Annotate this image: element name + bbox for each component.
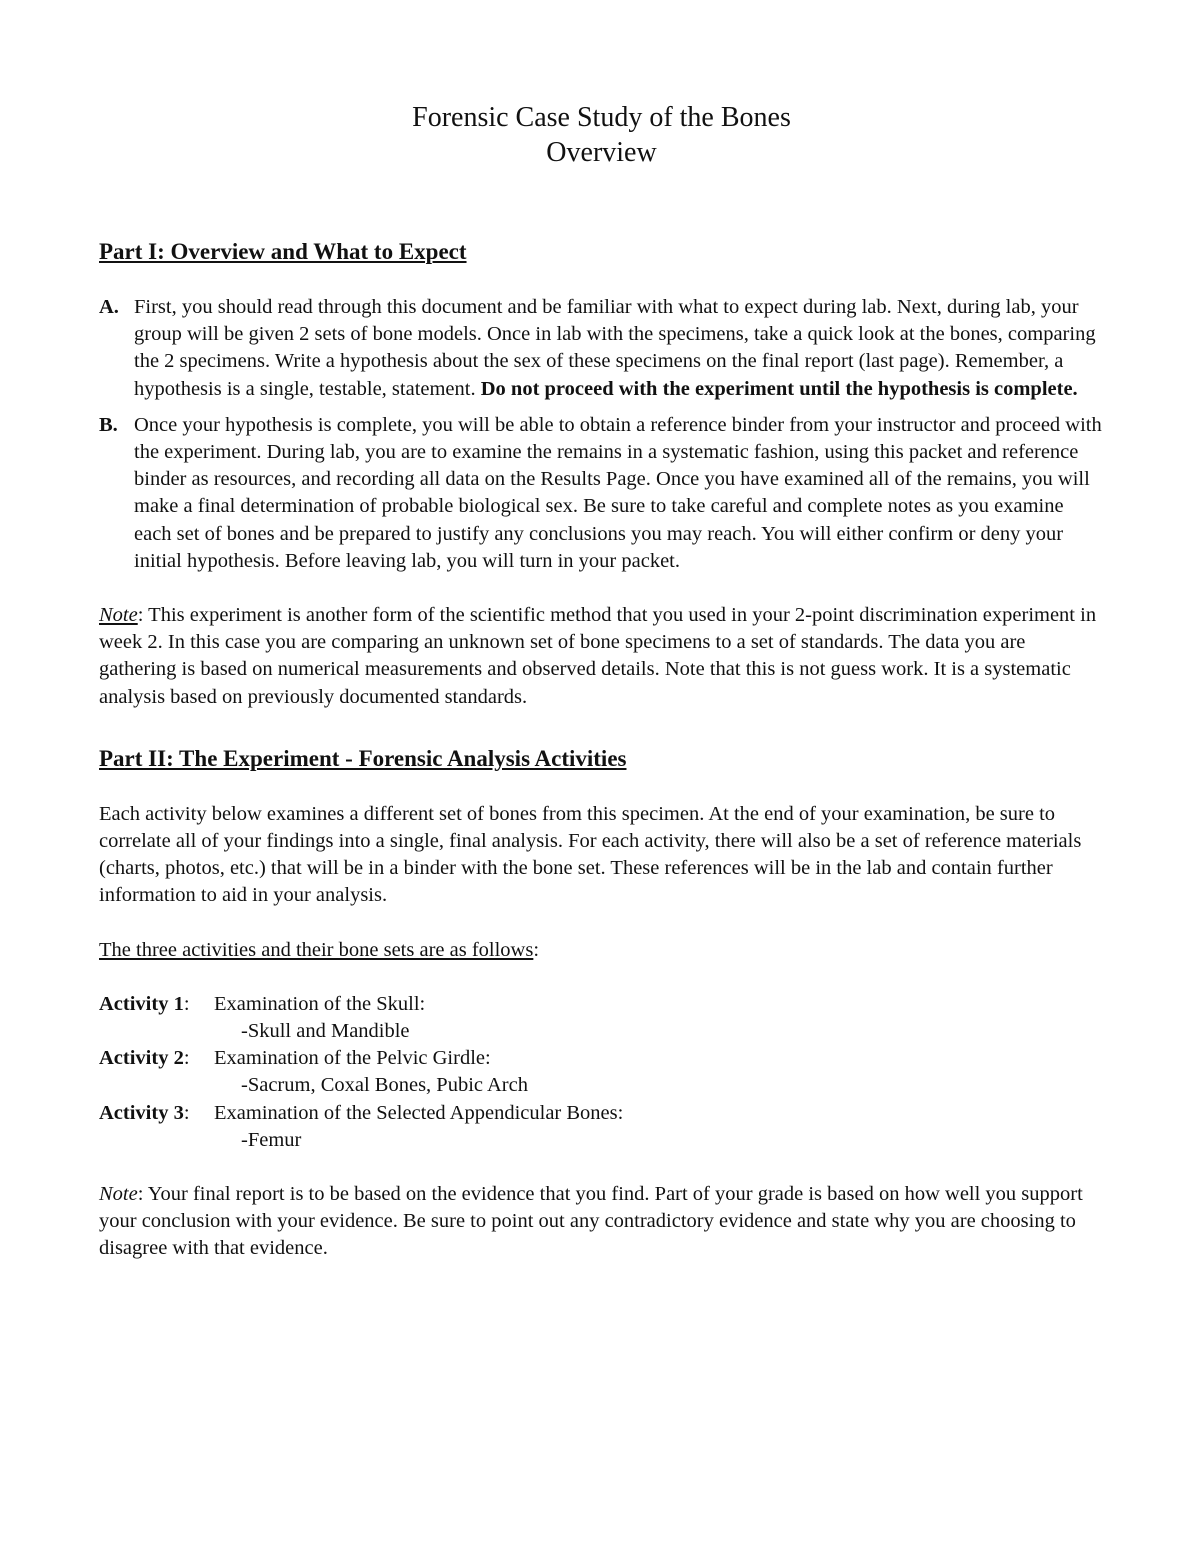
- part1-item-a: [99, 294, 1104, 403]
- activity-2: [99, 1045, 1104, 1072]
- item-letter-b: B.: [99, 413, 118, 436]
- activity-3-bones: -Femur: [241, 1128, 302, 1151]
- document-subtitle: Overview: [546, 137, 657, 168]
- part2-note: [99, 1181, 1104, 1263]
- activity-1-label: Activity 1:: [99, 992, 190, 1015]
- item-a-text: First, you should read through this document and be familiar with what to expect during lab. Next, during lab, your group will be given 2 sets of bone models. Once in lab with the specimens, take a quick look at the bones, comparing the 2 specimens. Write a hypothesis about the sex of these specimens on the final report (last page). Remember, a hypothesis is a single, testable, statement.: [134, 296, 1096, 400]
- activity-1-title: Examination of the Skull:: [214, 992, 426, 1015]
- note-text: : This experiment is another form of the scientific method that you used in your 2-point discrimination experiment in week 2. In this case you are comparing an unknown set of bone specimens to a set of standards. The data you are gathering is based on numerical measurements and observed details. Note that this is not guess work. It is a systematic analysis based on previously documented standards.: [99, 604, 1097, 708]
- activity-3-title: Examination of the Selected Appendicular Bones:: [214, 1101, 624, 1124]
- document-page: [99, 100, 1104, 1263]
- activity-1-label-text: Activity 1: [99, 992, 184, 1015]
- item-b-text: Once your hypothesis is complete, you will be able to obtain a reference binder from your instructor and proceed with the experiment. During lab, you are to examine the remains in a systematic fashion, using this packet and reference binder as resources, and recording all data on the Results Page. Once you have examined all of the remains, you will make a final determination of probable biological sex. Be sure to take careful and complete notes as you examine each set of bones and be prepared to justify any conclusions you may reach. You will either confirm or deny your initial hypothesis. Before leaving lab, you will turn in your packet.: [134, 413, 1102, 572]
- part1-heading: Part I: Overview and What to Expect: [99, 239, 467, 264]
- activity-1: [99, 991, 1104, 1018]
- activity-1-bones: -Skull and Mandible: [241, 1020, 410, 1043]
- activity-2-label: Activity 2:: [99, 1047, 190, 1070]
- item-letter-a: A.: [99, 296, 119, 318]
- part1-item-b: [99, 412, 1104, 575]
- part2-heading: Part II: The Experiment - Forensic Analysis Activities: [99, 745, 627, 771]
- item-a-bold-text: Do not proceed with the experiment until the hypothesis is complete.: [480, 377, 1078, 400]
- activities-intro-colon: :: [533, 938, 540, 961]
- part2-intro: Each activity below examines a different set of bones from this specimen. At the end of your examination, be sure to correlate all of your findings into a single, final analysis. For each activity, there will also be a set of reference materials (charts, photos, etc.) that will be in a binder with the bone set. These references will be in the lab and contain further information to aid in your analysis.: [99, 802, 1082, 907]
- activity-3: [99, 1100, 1104, 1127]
- part1-note: [99, 602, 1104, 711]
- document-title: Forensic Case Study of the Bones: [412, 102, 791, 133]
- activity-2-bones: -Sacrum, Coxal Bones, Pubic Arch: [241, 1074, 528, 1097]
- note-label: Note: [99, 604, 138, 627]
- activity-2-title: Examination of the Pelvic Girdle:: [214, 1047, 491, 1070]
- activities-intro: [99, 937, 1104, 964]
- activity-3-label: Activity 3:: [99, 1101, 190, 1124]
- part2-note-label: Note: [99, 1183, 138, 1206]
- activity-list: [99, 991, 1104, 1154]
- activity-3-label-text: Activity 3: [99, 1101, 184, 1124]
- activity-2-label-text: Activity 2: [99, 1047, 184, 1070]
- part2-note-text: : Your final report is to be based on the evidence that you find. Part of your grade is based on how well you support your conclusion with your evidence. Be sure to point out any contradictory evidence and state why you are choosing to disagree with that evidence.: [99, 1183, 1083, 1260]
- activities-intro-text: The three activities and their bone sets are as follows: [99, 938, 534, 961]
